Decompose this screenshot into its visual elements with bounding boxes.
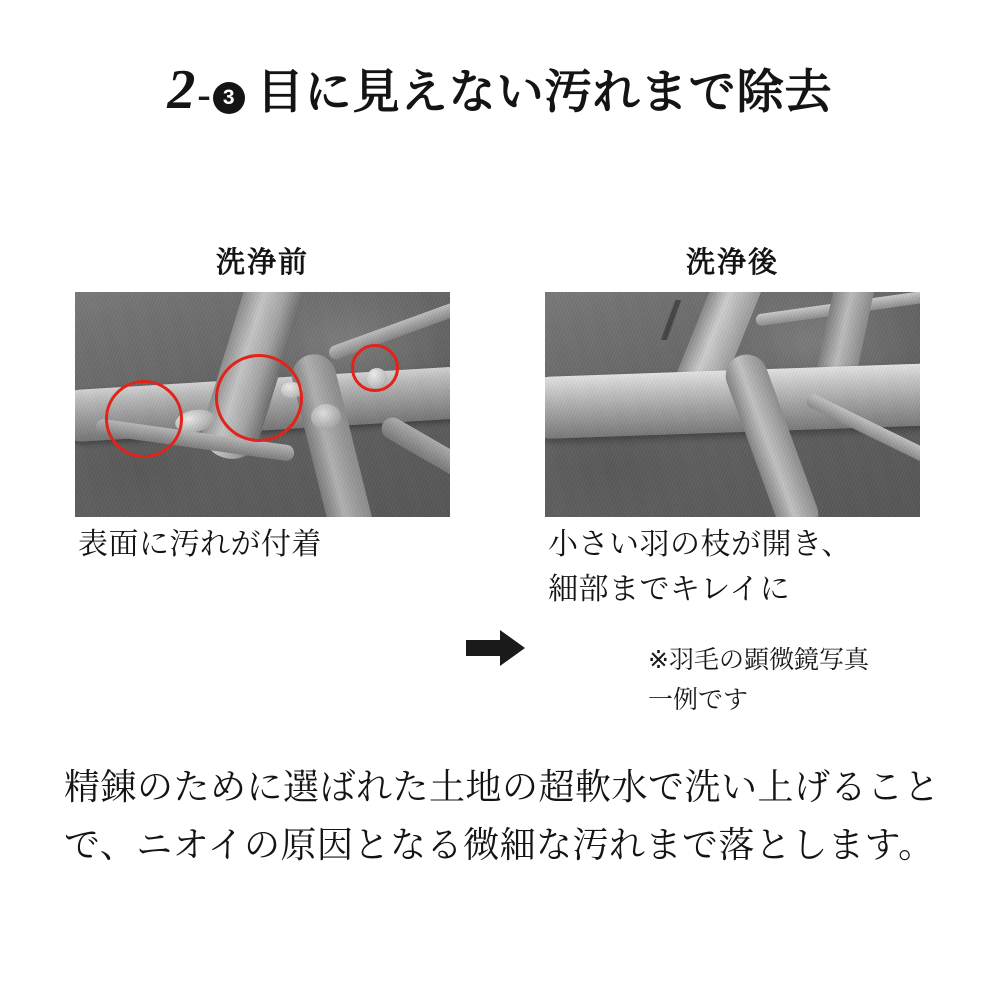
- footnote-line-2: 一例です: [648, 686, 749, 714]
- step-dash: -: [197, 72, 211, 117]
- after-caption-line-2: 細部までキレイに: [548, 573, 791, 606]
- footnote-line-1: ※羽毛の顕微鏡写真: [648, 646, 869, 674]
- dirt-circle-marker: [105, 380, 183, 458]
- before-panel: [75, 240, 455, 517]
- before-caption: 表面に汚れが付着: [78, 528, 322, 561]
- before-label: 洗浄前: [215, 247, 309, 279]
- after-panel: [545, 240, 925, 517]
- step-number: 2: [167, 59, 196, 121]
- after-microscope-image: [545, 292, 920, 517]
- after-label: 洗浄後: [685, 247, 779, 279]
- after-caption-line-1: 小さい羽の枝が開き、: [548, 528, 852, 561]
- page-title-text: 目に見えない汚れまで除去: [256, 67, 833, 119]
- after-caption: [548, 522, 958, 612]
- before-microscope-image: [75, 292, 450, 517]
- page-title: [0, 59, 1000, 121]
- step-circle-number: 3: [213, 82, 245, 114]
- after-image-texture: [545, 292, 920, 517]
- dirt-circle-marker: [351, 344, 399, 392]
- right-arrow-icon: [466, 628, 526, 668]
- dirt-circle-marker: [215, 354, 303, 442]
- footnote: [648, 640, 968, 720]
- body-paragraph: 精錬のために選ばれた土地の超軟水で洗い上げることで、ニオイの原因となる微細な汚れまで落とします。: [64, 766, 941, 866]
